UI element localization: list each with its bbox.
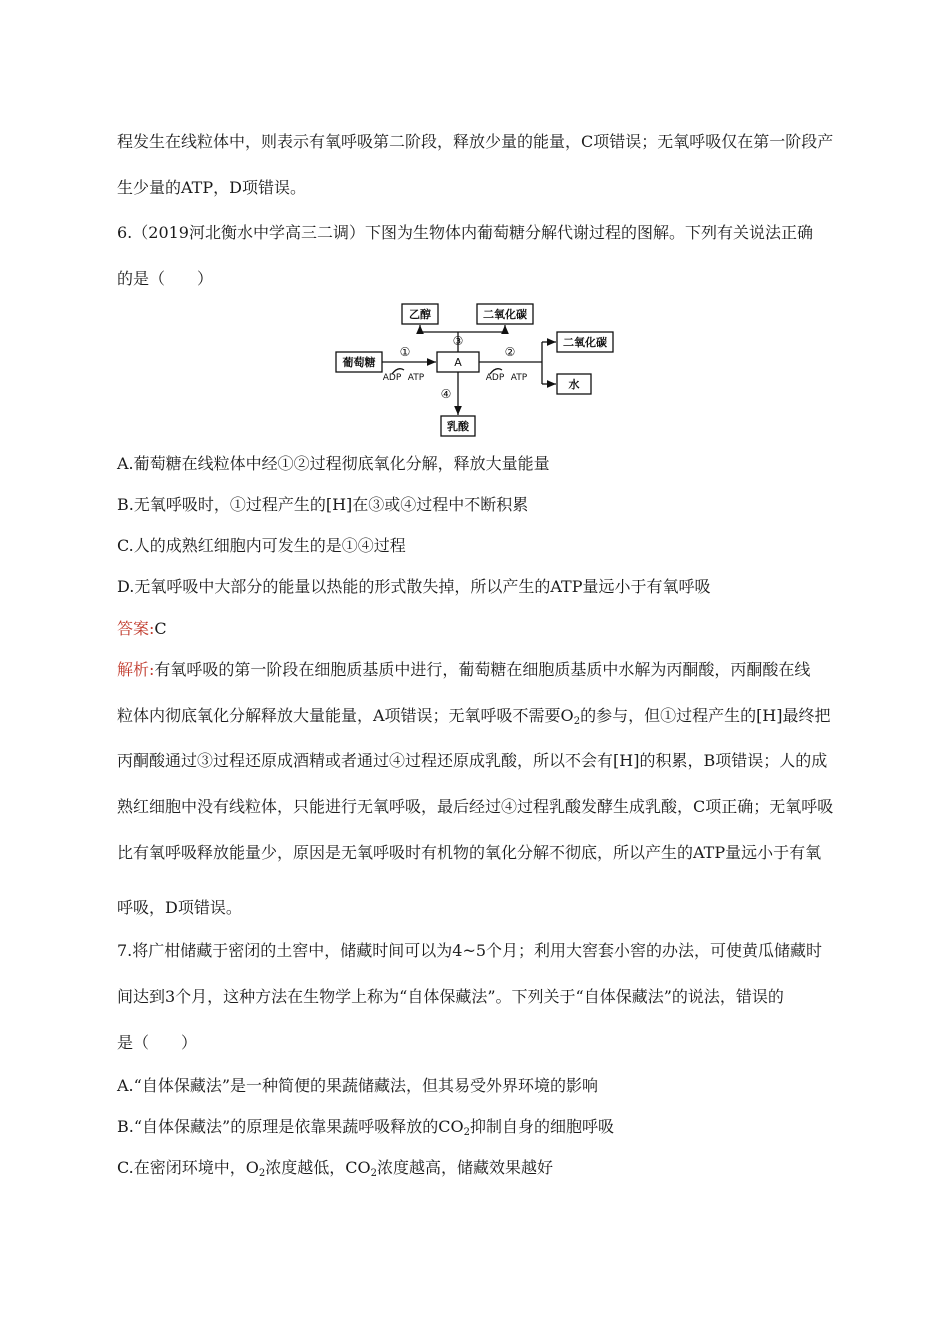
svg-text:①: ① [399,345,411,359]
svg-text:乳酸: 乳酸 [447,420,469,433]
svg-text:ADP: ADP [485,373,505,383]
analysis-line: 解析:有氧呼吸的第一阶段在细胞质基质中进行，葡萄糖在细胞质基质中水解为丙酮酸，丙酮酸在线 [117,660,811,679]
option-d: D.无氧呼吸中大部分的能量以热能的形式散失掉，所以产生的ATP量远小于有氧呼吸 [117,577,711,596]
svg-text:④: ④ [440,387,452,401]
glucose-metabolism-diagram [330,300,630,440]
text-line: 程发生在线粒体中，则表示有氧呼吸第二阶段，释放少量的能量，C项错误；无氧呼吸仅在第一阶段产 [117,132,834,151]
question-6-stem: 的是（ ） [117,269,214,288]
question-7-stem: 是（ ） [117,1033,198,1052]
answer-line [117,618,167,640]
svg-text:ATP: ATP [407,373,425,383]
svg-text:葡萄糖: 葡萄糖 [342,356,376,369]
question-7-stem: 间达到3个月，这种方法在生物学上称为“自体保藏法”。下列关于“自体保藏法”的说法，错误的 [117,987,784,1006]
svg-text:乙醇: 乙醇 [409,308,431,321]
analysis-line: 比有氧呼吸释放能量少，原因是无氧呼吸时有机物的氧化分解不彻底，所以产生的ATP量远小于有氧 [117,843,822,862]
svg-text:二氧化碳: 二氧化碳 [483,308,527,321]
answer-label: 答案: [117,619,155,638]
analysis-line: 丙酮酸通过③过程还原成酒精或者通过④过程还原成乳酸，所以不会有[H]的积累，B项错误；人的成 [117,751,828,770]
answer-value: C [154,619,167,638]
question-6-stem: 6.（2019河北衡水中学高三二调）下图为生物体内葡萄糖分解代谢过程的图解。下列有关说法正确 [117,223,813,242]
svg-text:ATP: ATP [510,373,528,383]
question-7-stem: 7.将广柑储藏于密闭的土窖中，储藏时间可以为4~5个月；利用大窖套小窖的办法，可使黄瓜储藏时 [117,941,823,960]
analysis-line: 熟红细胞中没有线粒体，只能进行无氧呼吸，最后经过④过程乳酸发酵生成乳酸，C项正确；无氧呼吸 [117,797,834,816]
analysis-line: 呼吸，D项错误。 [117,898,242,917]
option-a: A.葡萄糖在线粒体中经①②过程彻底氧化分解，释放大量能量 [117,454,550,473]
svg-text:②: ② [504,345,516,359]
svg-text:水: 水 [568,378,580,391]
analysis-label: 解析: [117,660,155,679]
text-line: 生少量的ATP，D项错误。 [117,178,306,197]
option-c: C.在密闭环境中，$O_2$浓度越低，$CO_2$浓度越高，储藏效果越好 [117,1158,554,1179]
svg-text:ADP: ADP [382,373,402,383]
svg-text:二氧化碳: 二氧化碳 [563,336,607,349]
analysis-line: 粒体内彻底氧化分解释放大量能量，A项错误；无氧呼吸不需要$O_2$的参与，但①过程产生的[H]最终把 [117,706,831,727]
option-a: A.“自体保藏法”是一种简便的果蔬储藏法，但其易受外界环境的影响 [117,1076,599,1095]
svg-text:A: A [454,356,462,369]
option-b: B.无氧呼吸时，①过程产生的[H]在③或④过程中不断积累 [117,495,529,514]
svg-text:③: ③ [452,334,464,348]
option-c: C.人的成熟红细胞内可发生的是①④过程 [117,536,406,555]
option-b: B.“自体保藏法”的原理是依靠果蔬呼吸释放的$CO_2$抑制自身的细胞呼吸 [117,1117,614,1138]
